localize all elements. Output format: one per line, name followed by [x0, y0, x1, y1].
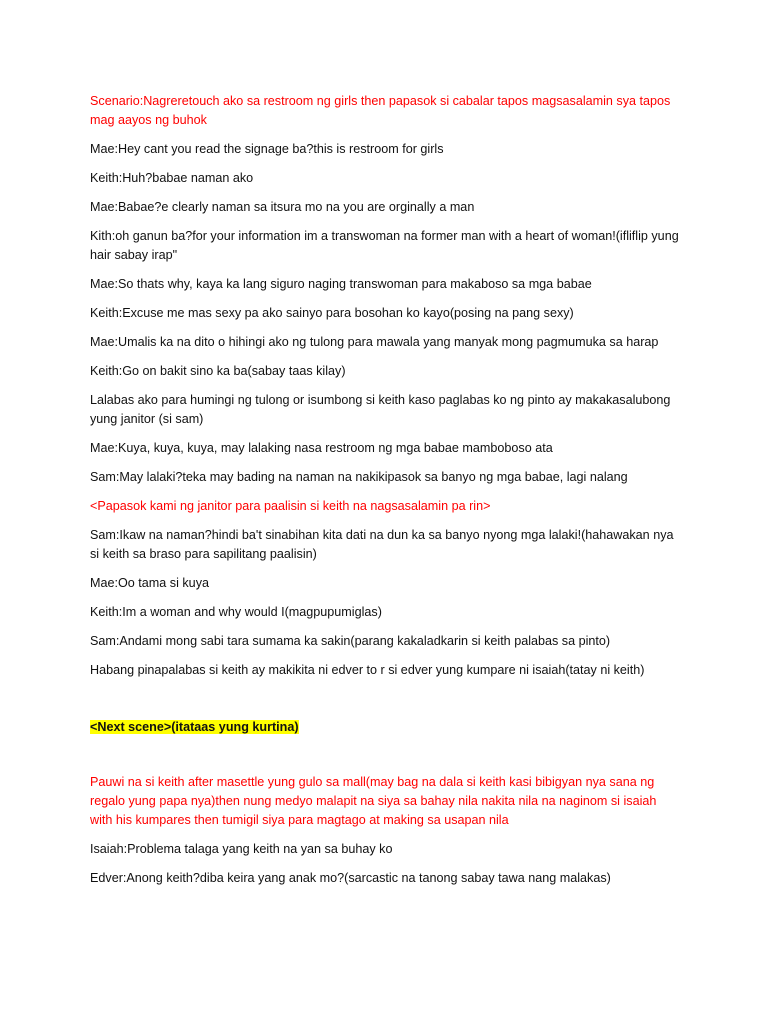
scenario-direction: Scenario:Nagreretouch ako sa restroom ng girls then papasok si cabalar tapos magsasalamin sya tapos mag aayos ng buhok — [90, 94, 671, 127]
dialogue-line: Edver:Anong keith?diba keira yang anak mo?(sarcastic na tanong sabay tawa nang malakas) — [90, 871, 611, 885]
dialogue-line: Mae:Umalis ka na dito o hihingi ako ng tulong para mawala yang manyak mong pagmumuka sa harap — [90, 335, 659, 349]
dialogue-line: Keith:Huh?babae naman ako — [90, 171, 254, 185]
narration-line: Lalabas ako para humingi ng tulong or isumbong si keith kaso paglabas ko ng pinto ay makakasalubong yung janitor (si sam) — [90, 393, 671, 426]
scene2-direction: Pauwi na si keith after masettle yung gulo sa mall(may bag na dala si keith kasi bibigyan nya sana ng regalo yung papa nya)then nung medyo malapit na siya sa bahay nila nakita nila na naginom si isaiah with his kumpares then tumigil siya para magtago at making sa usapan nila — [90, 775, 657, 827]
script-body — [90, 92, 680, 898]
dialogue-line: Keith:Im a woman and why would I(magpupumiglas) — [90, 605, 382, 619]
spacer — [90, 690, 680, 718]
dialogue-line: Mae:Babae?e clearly naman sa itsura mo na you are orginally a man — [90, 200, 475, 214]
dialogue-line: Kith:oh ganun ba?for your information im a transwoman na former man with a heart of woman!(ifliflip yung hair sabay irap" — [90, 229, 679, 262]
dialogue-line: Isaiah:Problema talaga yang keith na yan sa buhay ko — [90, 842, 393, 856]
stage-note: <Papasok kami ng janitor para paalisin si keith na nagsasalamin pa rin> — [90, 499, 491, 513]
dialogue-line: Mae:Hey cant you read the signage ba?this is restroom for girls — [90, 142, 444, 156]
dialogue-line: Mae:So thats why, kaya ka lang siguro naging transwoman para makaboso sa mga babae — [90, 277, 592, 291]
dialogue-line: Sam:Andami mong sabi tara sumama ka sakin(parang kakaladkarin si keith palabas sa pinto) — [90, 634, 611, 648]
next-scene-heading — [90, 718, 680, 737]
dialogue-line: Mae:Kuya, kuya, kuya, may lalaking nasa restroom ng mga babae mamboboso ata — [90, 441, 553, 455]
dialogue-line: Keith:Go on bakit sino ka ba(sabay taas kilay) — [90, 364, 346, 378]
dialogue-line: Keith:Excuse me mas sexy pa ako sainyo para bosohan ko kayo(posing na pang sexy) — [90, 306, 574, 320]
spacer — [90, 747, 680, 773]
narration-line: Habang pinapalabas si keith ay makikita ni edver to r si edver yung kumpare ni isaiah(tatay ni keith) — [90, 663, 645, 677]
next-scene-highlight: <Next scene>(itataas yung kurtina) — [90, 720, 299, 734]
dialogue-line: Mae:Oo tama si kuya — [90, 576, 209, 590]
dialogue-line: Sam:Ikaw na naman?hindi ba't sinabihan kita dati na dun ka sa banyo nyong mga lalaki!(hahawakan nya si keith sa braso para sapilitang paalisin) — [90, 528, 674, 561]
dialogue-line: Sam:May lalaki?teka may bading na naman na nakikipasok sa banyo ng mga babae, lagi nalang — [90, 470, 628, 484]
